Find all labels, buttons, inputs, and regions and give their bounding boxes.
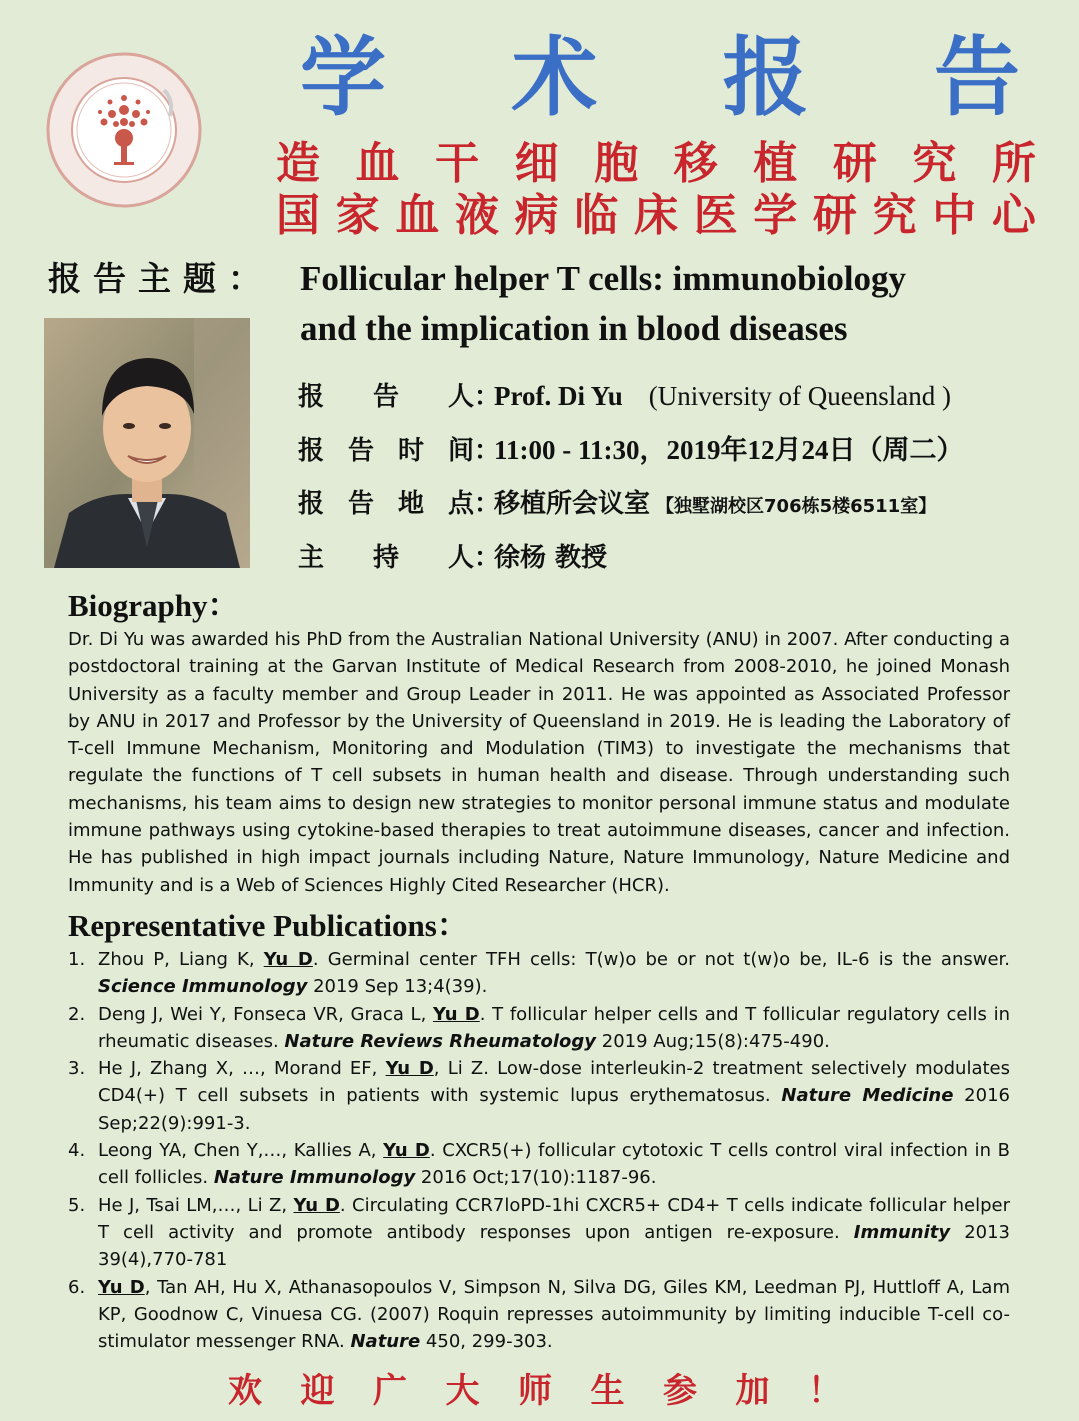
highlighted-author: Yu D <box>98 1276 145 1298</box>
title-char: 告 <box>933 28 1020 128</box>
label-char: 地 <box>397 489 424 519</box>
char: 胞 <box>594 138 639 189</box>
char: 床 <box>633 190 678 241</box>
citation-details: 2013 39(4),770-781 <box>98 1221 1010 1271</box>
colon: ： <box>474 382 501 412</box>
citation-details: 450, 299-303. <box>420 1331 553 1353</box>
colon: ： <box>474 543 501 573</box>
char: 广 <box>373 1371 407 1411</box>
highlighted-author: Yu D <box>263 949 313 970</box>
label-char: 告 <box>347 436 374 466</box>
label-char: 点 <box>447 489 474 519</box>
label-char: 人 <box>447 382 474 412</box>
label-char: 报 <box>298 382 325 412</box>
label-char: 报 <box>298 436 325 466</box>
char: 医 <box>693 190 738 241</box>
label-char: 报 <box>298 489 325 519</box>
topic-line-2: and the implication in blood diseases <box>300 309 848 348</box>
citation-title: . Circulating CCR7loPD-1hi CXCR5+ CD4+ T cells indicate follicular helper T cell activity and promote antibody responses upon antigen re-exposure. <box>98 1194 1011 1243</box>
title-char: 学 <box>300 28 386 128</box>
label-char: 持 <box>372 543 399 573</box>
speaker-label <box>298 377 474 417</box>
citation-authors: Deng J, Wei Y, Fonseca VR, Graca L, <box>98 1003 433 1025</box>
char: 大 <box>445 1371 480 1411</box>
report-title <box>300 28 1020 128</box>
label-char: 时 <box>397 436 424 466</box>
journal-name: Nature Immunology <box>213 1167 416 1189</box>
char: 造 <box>276 138 320 189</box>
publication-item <box>68 1001 1010 1056</box>
journal-name: Science Immunology <box>98 976 308 998</box>
welcome-message <box>228 1368 842 1414</box>
publication-item <box>68 946 1010 1001</box>
char: 移 <box>673 138 718 189</box>
citation-authors: He J, Tsai LM,…, Li Z, <box>98 1194 294 1216</box>
highlighted-author: Yu D <box>433 1003 480 1025</box>
label-char: 间 <box>447 436 474 466</box>
char: 研 <box>832 138 877 189</box>
title-char: 术 <box>511 28 598 128</box>
citation-authors: Leong YA, Chen Y,…, Kallies A, <box>98 1140 384 1162</box>
publication-number: 5. <box>68 1194 86 1216</box>
char: 血 <box>355 138 400 189</box>
char: 心 <box>991 190 1036 241</box>
title-char: 报 <box>722 28 809 128</box>
char: 欢 <box>228 1371 262 1411</box>
char: 加 <box>735 1371 770 1411</box>
char: 研 <box>812 190 857 241</box>
speaker-name: Prof. Di Yu <box>494 381 623 411</box>
speaker-photo <box>44 318 250 568</box>
citation-details: 2016 Oct;17(10):1187-96. <box>415 1167 657 1189</box>
label-char: 告 <box>347 489 374 519</box>
place-row <box>298 484 936 527</box>
publication-citation <box>98 1192 1010 1274</box>
char: 究 <box>912 138 957 189</box>
char: 参 <box>663 1371 697 1411</box>
citation-details: 2016 Sep;22(9):991-3. <box>98 1085 1010 1134</box>
journal-name: Nature <box>350 1331 421 1353</box>
institute-logo <box>44 50 204 210</box>
char: 师 <box>518 1371 552 1411</box>
char: 植 <box>753 138 798 189</box>
highlighted-author: Yu D <box>383 1140 430 1162</box>
colon: ： <box>474 436 501 466</box>
publication-item <box>68 1192 1010 1274</box>
char: 中 <box>932 190 977 241</box>
label-char: 主 <box>298 543 325 573</box>
publication-citation <box>98 1001 1010 1056</box>
highlighted-author: Yu D <box>293 1194 340 1216</box>
citation-authors: Zhou P, Liang K, <box>98 949 264 970</box>
citation-title: , Tan AH, Hu X, Athanasopoulos V, Simpson N, Silva DG, Giles KM, Leedman PJ, Huttloff A, Lam KP, Goodnow C, Vinuesa CG. (2007) Roquin represses autoimmunity by limiting inducible T-cell co-stimulator messenger RNA. <box>98 1276 1010 1353</box>
biography-text: Dr. Di Yu was awarded his PhD from the Australian National University (ANU) in 2007. After conducting a postdoctoral training at the Garvan Institute of Medical Research from 2008-2010, he joined Monash University as a faculty member and Group Leader in 2011. He was appointed as Associated Professor by ANU in 2017 and Professor by the University of Queensland in 2019. He is leading the Laboratory of T-cell Immune Mechanism, Monitoring and Modulation (TIM3) to investigate the mechanisms that regulate the functions of T cell subsets in human health and disease. Through understanding such mechanisms, his team aims to design new strategies to monitor personal immune status and modulate immune pathways using cytokine-based therapies to treat autoimmune diseases, cancer and infection. He has published in high impact journals including Nature, Nature Immunology, Nature Medicine and Immunity and is a Web of Sciences Highly Cited Researcher (HCR). <box>68 629 1010 896</box>
char: 临 <box>574 190 619 241</box>
publication-item <box>68 1137 1010 1192</box>
journal-name: Nature Reviews Rheumatology <box>284 1030 597 1052</box>
speaker-affiliation: (University of Queensland ) <box>648 381 951 411</box>
journal-name: Nature Medicine <box>781 1085 954 1107</box>
time-label <box>298 431 474 471</box>
topic-label <box>48 256 273 302</box>
institute-name <box>276 138 1036 190</box>
char: 究 <box>872 190 917 241</box>
char: 所 <box>991 138 1036 189</box>
topic-line-1: Follicular helper T cells: immunobiology <box>300 259 907 298</box>
place-note: 【独墅湖校区706栋5楼6511室】 <box>656 496 937 517</box>
publication-number: 1. <box>68 949 86 970</box>
speaker-row <box>298 376 951 417</box>
colon: ： <box>474 489 501 519</box>
publication-number: 6. <box>68 1276 86 1298</box>
topic-title <box>300 254 1020 354</box>
publication-number: 4. <box>68 1140 86 1162</box>
highlighted-author: Yu D <box>385 1058 434 1080</box>
biography-heading: Biography： <box>68 588 239 623</box>
char: 血 <box>395 190 440 241</box>
char: 干 <box>435 138 480 189</box>
place-label <box>298 484 474 524</box>
topic-colon: ： <box>228 259 273 298</box>
citation-details: 2019 Aug;15(8):475-490. <box>596 1030 830 1052</box>
char: 病 <box>514 190 559 241</box>
report-place: 移植所会议室 <box>494 489 651 519</box>
publication-item <box>68 1055 1010 1137</box>
label-char: 告 <box>372 382 399 412</box>
char: 迎 <box>300 1371 335 1411</box>
publication-number: 2. <box>68 1003 86 1025</box>
host-name: 徐杨 教授 <box>494 543 608 573</box>
char: 液 <box>454 190 499 241</box>
char: ！ <box>808 1371 842 1411</box>
host-row <box>298 538 607 578</box>
journal-name: Immunity <box>853 1221 951 1243</box>
citation-title: , Li Z. Low-dose interleukin-2 treatment selectively modulates CD4(+) T cell subsets in patients with systemic lupus erythematosus. <box>98 1058 1011 1107</box>
char: 生 <box>590 1371 625 1411</box>
publication-citation <box>98 1274 1010 1356</box>
char: 学 <box>753 190 798 241</box>
char: 家 <box>335 190 380 241</box>
citation-title: . T follicular helper cells and T follicular regulatory cells in rheumatic diseases. <box>98 1003 1010 1052</box>
report-time: 11:00 - 11:30，2019年12月24日（周二） <box>494 435 964 465</box>
publication-citation <box>98 946 1010 1001</box>
publication-item <box>68 1274 1010 1356</box>
citation-authors: He J, Zhang X, …, Morand EF, <box>98 1058 386 1080</box>
host-label <box>298 538 474 578</box>
publication-citation <box>98 1137 1010 1192</box>
citation-title: . Germinal center TFH cells: T(w)o be or not t(w)o be, IL-6 is the answer. <box>312 949 1010 970</box>
publications-heading: Representative Publications： <box>68 908 468 943</box>
publication-citation <box>98 1055 1010 1137</box>
topic-label-text: 报告主题 <box>48 259 228 298</box>
citation-details: 2019 Sep 13;4(39). <box>307 976 488 998</box>
label-char: 人 <box>447 543 474 573</box>
time-row <box>298 430 964 471</box>
center-name <box>276 190 1036 242</box>
publication-list <box>68 946 1010 1355</box>
char: 国 <box>276 190 320 241</box>
citation-title: . CXCR5(+) follicular cytotoxic T cells control viral infection in B cell follicles. <box>98 1140 1010 1189</box>
char: 细 <box>514 138 559 189</box>
publication-number: 3. <box>68 1058 86 1080</box>
